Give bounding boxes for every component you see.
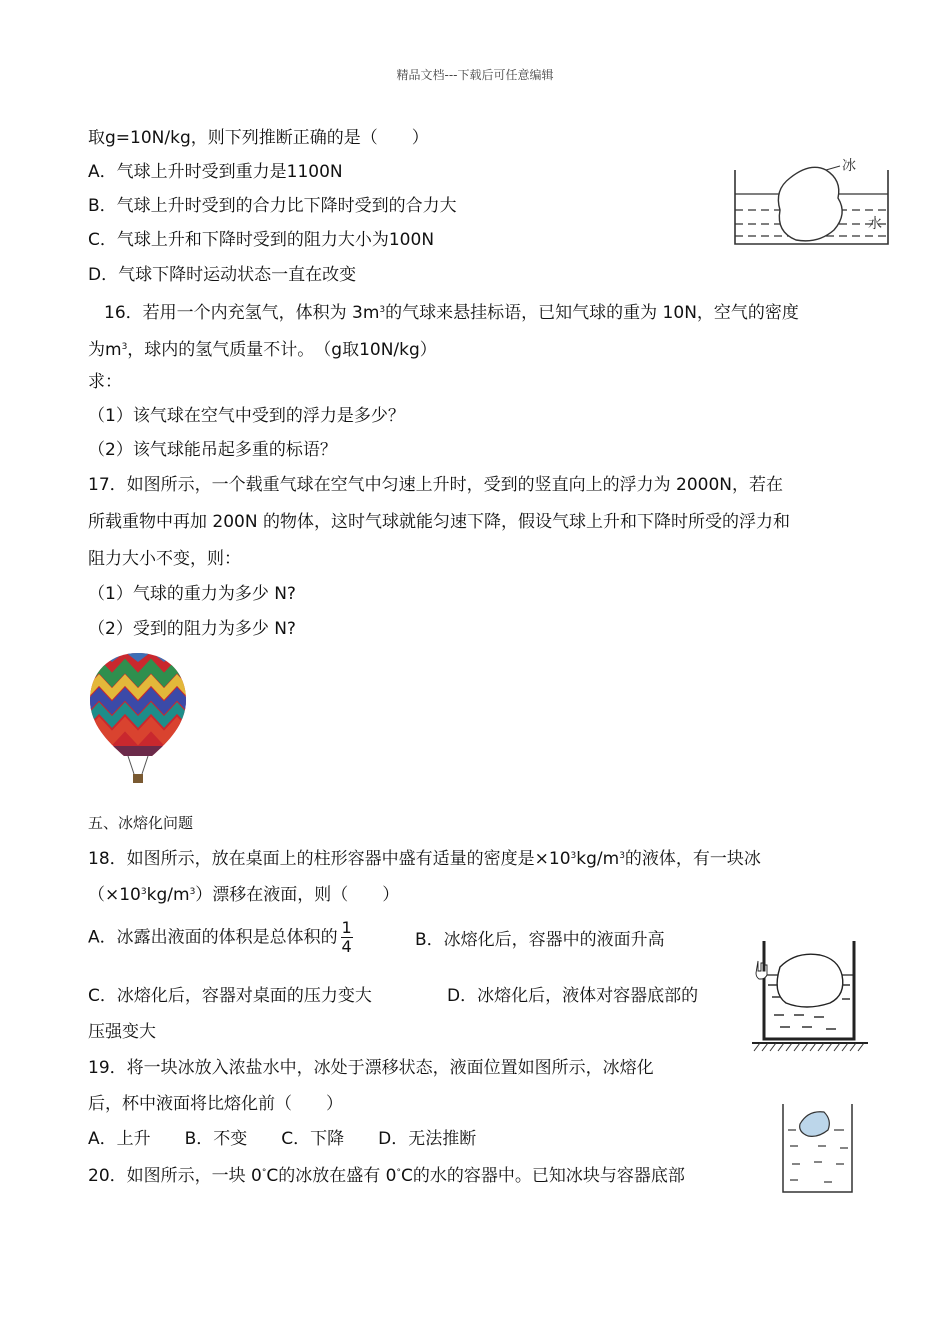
- q16-ask: 求：: [88, 372, 122, 392]
- q15-option-c: C．气球上升和下降时受到的阻力大小为100N: [88, 230, 435, 250]
- q17-part1: （1）气球的重力为多少 N?: [88, 584, 296, 604]
- q18-option-c: C．冰熔化后，容器对桌面的压力变大: [88, 986, 372, 1006]
- q19-line2: 后，杯中液面将比熔化前（ ）: [88, 1094, 343, 1114]
- q18-line1: 18．如图所示，放在桌面上的柱形容器中盛有适量的密度是$\times 10^3kg/m^3$的液体，有一块冰: [88, 849, 761, 869]
- q18-option-b: B．冰熔化后，容器中的液面升高: [415, 930, 665, 950]
- fraction-one-quarter: $\frac{1}{4}$: [341, 918, 352, 956]
- q16-part2: （2）该气球能吊起多重的标语？: [88, 440, 337, 460]
- water-label: 水: [868, 216, 882, 232]
- ice-in-brine-figure: [778, 1100, 858, 1195]
- q17-line2: 所载重物中再加 200N 的物体，这时气球就能匀速下降，假设气球上升和下降时所受的浮力和: [88, 512, 790, 532]
- q17-part2: （2）受到的阻力为多少 N?: [88, 619, 296, 639]
- q20-line1: 20．如图所示，一块 0°C的冰放在盛有 0°C的水的容器中。已知冰块与容器底部: [88, 1166, 685, 1186]
- q15-intro: 取g=10N/kg，则下列推断正确的是（ ）: [88, 128, 429, 148]
- q15-option-b: B．气球上升时受到的合力比下降时受到的合力大: [88, 196, 457, 216]
- q19-options: A．上升 B．不变 C．下降 D．无法推断: [88, 1129, 477, 1149]
- hot-air-balloon-image: [86, 650, 190, 790]
- q18-option-d-cont: 压强变大: [88, 1022, 156, 1042]
- ice-container-figure: [750, 935, 870, 1057]
- q18-option-d: D．冰熔化后，液体对容器底部的: [447, 986, 699, 1006]
- q16-line1: 16．若用一个内充氢气，体积为 $3m^3$的气球来悬挂标语，已知气球的重为 10N，空气的密度: [104, 303, 799, 323]
- ice-label: 冰: [842, 158, 856, 174]
- q15-option-a: A．气球上升时受到重力是1100N: [88, 162, 343, 182]
- section-heading: 五、冰熔化问题: [88, 814, 194, 832]
- q18-line2: $(\times 10^3kg/m^3)$漂移在液面，则（ ）: [88, 885, 400, 905]
- q16-part1: （1）该气球在空气中受到的浮力是多少？: [88, 406, 405, 426]
- q15-option-d: D．气球下降时运动状态一直在改变: [88, 265, 357, 285]
- ice-in-water-figure: [730, 152, 895, 250]
- page-header: 精品文档---下载后可任意编辑: [396, 68, 554, 82]
- q16-line2: 为$m^3$，球内的氢气质量不计。 （g取10N/kg）: [88, 340, 437, 360]
- q18-option-a: A．冰露出液面的体积是总体积的 $\frac{1}{4}$: [88, 918, 352, 956]
- q19-line1: 19．将一块冰放入浓盐水中，冰处于漂移状态，液面位置如图所示，冰熔化: [88, 1058, 654, 1078]
- q17-line1: 17．如图所示，一个载重气球在空气中匀速上升时，受到的竖直向上的浮力为 2000N，若在: [88, 475, 784, 495]
- q17-line3: 阻力大小不变，则：: [88, 549, 241, 569]
